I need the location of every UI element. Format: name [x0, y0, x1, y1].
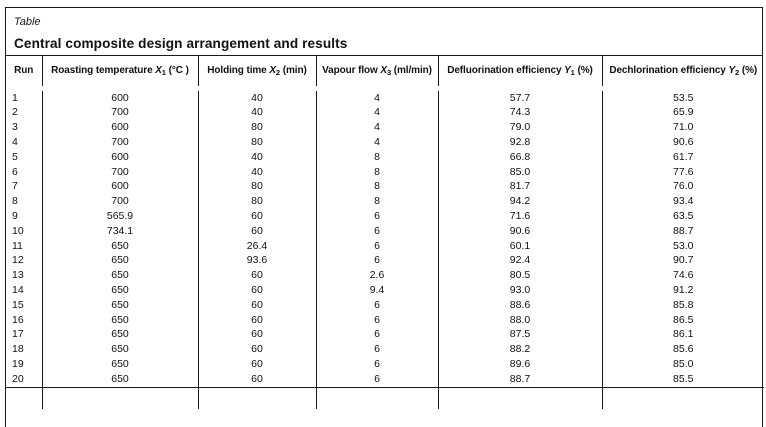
cell-dechlorination-efficiency: 74.6	[602, 268, 764, 283]
cell-vapour-flow: 6	[316, 357, 438, 372]
cell-defluorination-efficiency: 74.3	[438, 105, 602, 120]
cell-roasting-temperature: 600	[42, 120, 198, 135]
cell-run: 18	[12, 343, 24, 356]
cell-holding-time: 60	[198, 372, 316, 387]
cell-run: 1	[12, 91, 18, 104]
cell-roasting-temperature: 650	[42, 342, 198, 357]
cell-roasting-temperature: 650	[42, 268, 198, 283]
cell-run: 19	[12, 358, 24, 371]
cell-defluorination-efficiency: 88.7	[438, 372, 602, 387]
cell-run: 6	[12, 165, 18, 178]
cell-holding-time: 60	[198, 283, 316, 298]
cell-dechlorination-efficiency: 86.1	[602, 327, 764, 342]
cell-defluorination-efficiency: 60.1	[438, 239, 602, 254]
column-header-vapour-flow: Vapour flow $X_3$ (ml/min)	[316, 56, 438, 88]
cell-roasting-temperature: 650	[42, 357, 198, 372]
cell-holding-time: 26.4	[198, 239, 316, 254]
cell-roasting-temperature: 650	[42, 327, 198, 342]
table-row	[6, 253, 764, 268]
column-header-run: Run	[6, 56, 42, 88]
cell-holding-time: 80	[198, 179, 316, 194]
table-row	[6, 342, 764, 357]
table-row	[6, 179, 764, 194]
cell-holding-time: 80	[198, 120, 316, 135]
cell-run: 2	[12, 106, 18, 119]
cell-defluorination-efficiency: 71.6	[438, 209, 602, 224]
cell-vapour-flow: 8	[316, 150, 438, 165]
cell-vapour-flow: 6	[316, 372, 438, 387]
cell-run: 10	[12, 224, 24, 237]
column-header-holding-time: Holding time $X_2$ (min)	[198, 56, 316, 88]
cell-dechlorination-efficiency: 90.6	[602, 135, 764, 150]
cell-run: 3	[12, 121, 18, 134]
cell-roasting-temperature: 700	[42, 135, 198, 150]
table-label: Table	[14, 16, 41, 28]
table-row	[6, 283, 764, 298]
cell-defluorination-efficiency: 79.0	[438, 120, 602, 135]
cell-roasting-temperature: 700	[42, 105, 198, 120]
table-row	[6, 357, 764, 372]
table-row	[6, 135, 764, 150]
cell-run: 4	[12, 136, 18, 149]
cell-roasting-temperature: 650	[42, 313, 198, 328]
cell-run: 15	[12, 298, 24, 311]
cell-dechlorination-efficiency: 93.4	[602, 194, 764, 209]
cell-holding-time: 40	[198, 150, 316, 165]
cell-dechlorination-efficiency: 77.6	[602, 165, 764, 180]
cell-roasting-temperature: 700	[42, 165, 198, 180]
cell-run: 8	[12, 195, 18, 208]
cell-roasting-temperature: 650	[42, 372, 198, 387]
cell-defluorination-efficiency: 57.7	[438, 88, 602, 105]
table-row	[6, 313, 764, 328]
cell-dechlorination-efficiency: 63.5	[602, 209, 764, 224]
cell-defluorination-efficiency: 90.6	[438, 224, 602, 239]
cell-holding-time: 60	[198, 224, 316, 239]
cell-run: 5	[12, 150, 18, 163]
cell-holding-time: 93.6	[198, 253, 316, 268]
cell-dechlorination-efficiency: 76.0	[602, 179, 764, 194]
table-row	[6, 209, 764, 224]
cell-roasting-temperature: 565.9	[42, 209, 198, 224]
cell-holding-time: 60	[198, 268, 316, 283]
cell-run: 17	[12, 328, 24, 341]
cell-dechlorination-efficiency: 88.7	[602, 224, 764, 239]
cell-defluorination-efficiency: 88.2	[438, 342, 602, 357]
cell-run: 14	[12, 284, 24, 297]
cell-dechlorination-efficiency: 53.0	[602, 239, 764, 254]
cell-vapour-flow: 8	[316, 179, 438, 194]
cell-defluorination-efficiency: 92.4	[438, 253, 602, 268]
table-row	[6, 372, 764, 387]
cell-run: 16	[12, 313, 24, 326]
cell-defluorination-efficiency: 88.0	[438, 313, 602, 328]
paper-table	[5, 7, 763, 427]
cell-vapour-flow: 4	[316, 105, 438, 120]
table-title: Central composite design arrangement and results	[14, 36, 348, 51]
table-header-row	[6, 56, 764, 88]
cell-vapour-flow: 8	[316, 165, 438, 180]
cell-dechlorination-efficiency: 65.9	[602, 105, 764, 120]
cell-defluorination-efficiency: 87.5	[438, 327, 602, 342]
cell-holding-time: 60	[198, 342, 316, 357]
cell-vapour-flow: 6	[316, 327, 438, 342]
table-row	[6, 268, 764, 283]
column-header-defluorination-efficiency: Defluorination efficiency $Y_1$ (%)	[438, 56, 602, 88]
cell-roasting-temperature: 650	[42, 283, 198, 298]
cell-vapour-flow: 4	[316, 88, 438, 105]
cell-dechlorination-efficiency: 85.6	[602, 342, 764, 357]
cell-vapour-flow: 2.6	[316, 268, 438, 283]
cell-defluorination-efficiency: 93.0	[438, 283, 602, 298]
cell-dechlorination-efficiency: 86.5	[602, 313, 764, 328]
cell-roasting-temperature: 600	[42, 150, 198, 165]
results-table	[6, 56, 764, 409]
cell-holding-time: 60	[198, 357, 316, 372]
cell-dechlorination-efficiency: 61.7	[602, 150, 764, 165]
cell-run: 13	[12, 269, 24, 282]
cell-defluorination-efficiency: 66.8	[438, 150, 602, 165]
table-row	[6, 150, 764, 165]
cell-roasting-temperature: 650	[42, 239, 198, 254]
table-row	[6, 88, 764, 105]
cell-holding-time: 80	[198, 194, 316, 209]
cell-defluorination-efficiency: 80.5	[438, 268, 602, 283]
cell-holding-time: 40	[198, 165, 316, 180]
cell-vapour-flow: 6	[316, 313, 438, 328]
cell-run: 20	[12, 372, 24, 385]
table-row	[6, 298, 764, 313]
cell-defluorination-efficiency: 85.0	[438, 165, 602, 180]
cell-dechlorination-efficiency: 71.0	[602, 120, 764, 135]
table-row	[6, 327, 764, 342]
cell-vapour-flow: 6	[316, 209, 438, 224]
cell-roasting-temperature: 600	[42, 179, 198, 194]
cell-run: 11	[12, 239, 23, 252]
cell-roasting-temperature: 650	[42, 253, 198, 268]
cell-run: 12	[12, 254, 24, 267]
table-row	[6, 105, 764, 120]
cell-defluorination-efficiency: 94.2	[438, 194, 602, 209]
cell-dechlorination-efficiency: 85.0	[602, 357, 764, 372]
cell-defluorination-efficiency: 89.6	[438, 357, 602, 372]
cell-vapour-flow: 6	[316, 253, 438, 268]
cell-holding-time: 60	[198, 209, 316, 224]
cell-dechlorination-efficiency: 91.2	[602, 283, 764, 298]
cell-vapour-flow: 4	[316, 120, 438, 135]
column-header-roasting-temperature: Roasting temperature $X_1$ (°C )	[42, 56, 198, 88]
cell-defluorination-efficiency: 88.6	[438, 298, 602, 313]
cell-vapour-flow: 6	[316, 239, 438, 254]
cell-roasting-temperature: 734.1	[42, 224, 198, 239]
cell-dechlorination-efficiency: 85.5	[602, 372, 764, 387]
table-footer-stub-row	[6, 387, 764, 409]
cell-run: 7	[12, 180, 18, 193]
cell-vapour-flow: 4	[316, 135, 438, 150]
cell-vapour-flow: 6	[316, 342, 438, 357]
table-row	[6, 194, 764, 209]
cell-roasting-temperature: 700	[42, 194, 198, 209]
cell-dechlorination-efficiency: 85.8	[602, 298, 764, 313]
cell-defluorination-efficiency: 81.7	[438, 179, 602, 194]
cell-holding-time: 40	[198, 88, 316, 105]
cell-roasting-temperature: 650	[42, 298, 198, 313]
cell-dechlorination-efficiency: 53.5	[602, 88, 764, 105]
cell-run: 9	[12, 210, 18, 223]
cell-holding-time: 80	[198, 135, 316, 150]
cell-vapour-flow: 8	[316, 194, 438, 209]
cell-dechlorination-efficiency: 90.7	[602, 253, 764, 268]
cell-vapour-flow: 6	[316, 224, 438, 239]
cell-holding-time: 60	[198, 298, 316, 313]
cell-vapour-flow: 9.4	[316, 283, 438, 298]
table-row	[6, 239, 764, 254]
cell-roasting-temperature: 600	[42, 88, 198, 105]
table-row	[6, 224, 764, 239]
cell-vapour-flow: 6	[316, 298, 438, 313]
cell-holding-time: 40	[198, 105, 316, 120]
table-body	[6, 88, 764, 387]
table-row	[6, 120, 764, 135]
column-header-dechlorination-efficiency: Dechlorination efficiency $Y_2$ (%)	[602, 56, 764, 88]
cell-holding-time: 60	[198, 313, 316, 328]
table-row	[6, 165, 764, 180]
cell-defluorination-efficiency: 92.8	[438, 135, 602, 150]
table-title-area	[6, 8, 762, 56]
cell-holding-time: 60	[198, 327, 316, 342]
